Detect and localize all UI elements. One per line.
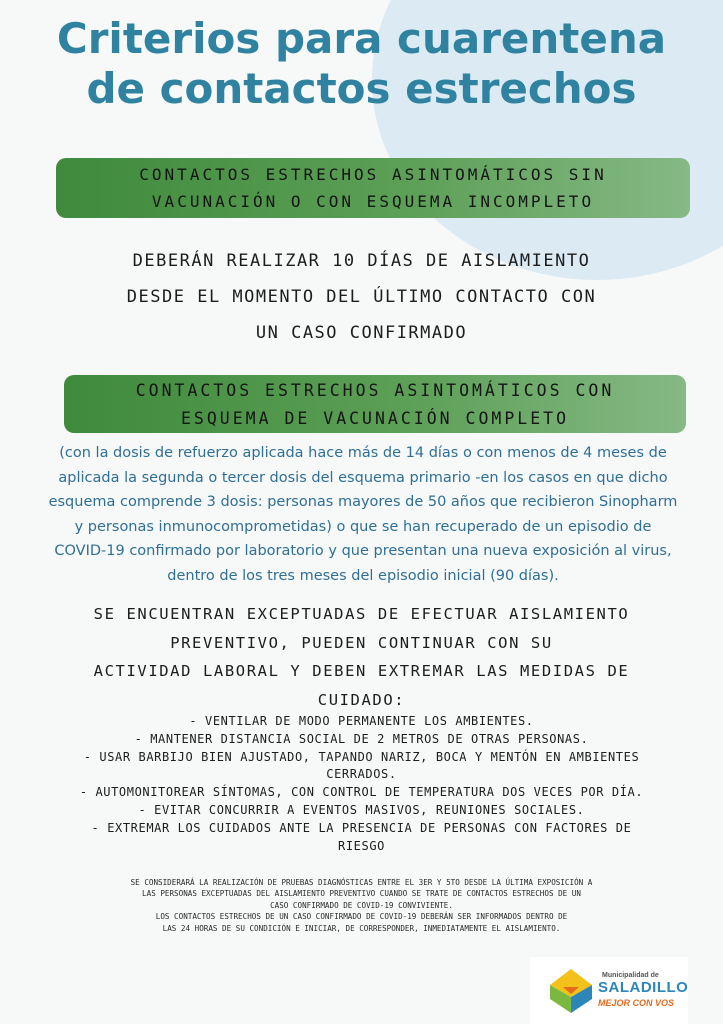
unvaccinated-instructions: DEBERÁN REALIZAR 10 DÍAS DE AISLAMIENTO DESDE EL MOMENTO DEL ÚLTIMO CONTACTO CON UN CASO CONFIRMADO [126,251,597,343]
page-title: Criterios para cuarentena de contactos estrechos [56,14,667,113]
list-item: - EXTREMAR LOS CUIDADOS ANTE LA PRESENCIA DE PERSONAS CON FACTORES DE RIESGO [91,820,632,853]
vaccinated-instructions: SE ENCUENTRAN EXCEPTUADAS DE EFECTUAR AISLAMIENTO PREVENTIVO, PUEDEN CONTINUAR CON SU ACTIVIDAD LABORAL Y DEBEN EXTREMAR LAS MEDIDAS DE CUIDADO: [93,605,630,709]
logo-slogan: MEJOR CON VOS [598,998,675,1008]
footer-notes: SE CONSIDERARÁ LA REALIZACIÓN DE PRUEBAS DIAGNÓSTICAS ENTRE EL 3ER Y 5TO DESDE LA ÚLTIMA EXPOSICIÓN A LAS PERSONAS EXCEPTUADAS DEL AISLAMIENTO PREVENTIVO CUANDO SE TRATE DE CONTACTOS ESTRECHOS DE UN CASO CONFIRMADO DE COVID-19 CONVIVIENTE. LOS CONTACTOS ESTRECHOS DE UN CASO CONFIRMADO DE COVID-19 DEBERÁN SER INFORMADOS DENTRO DE LAS 24 HORAS DE SU CONDICIÓN E INICIAR, DE CORRESPONDER, INMEDIATAMENTE EL AISLAMIENTO. [130,878,593,933]
vaccinated-detail: (con la dosis de refuerzo aplicada hace más de 14 días o con menos de 4 meses de aplicada la segunda o tercer dosis del esquema primario -en los casos en que dicho esquema comprende 3 dosis: personas mayores de 50 años que recibieron Sinopharm y personas inmunocomprometidas) o que se han recuperado de un episodio de COVID-19 confirmado por laboratorio y que presentan una nueva exposición al virus, dentro de los tres meses del episodio inicial (90 días). [48,445,678,584]
saladillo-logo [530,957,688,1024]
list-item: - AUTOMONITOREAR SÍNTOMAS, CON CONTROL DE TEMPERATURA DOS VECES POR DÍA. [79,785,644,800]
saladillo-emblem-icon [548,967,594,1015]
list-item: - VENTILAR DE MODO PERMANENTE LOS AMBIENTES. [189,714,534,728]
vaccinated-heading: CONTACTOS ESTRECHOS ASINTOMÁTICOS CON ESQUEMA DE VACUNACIÓN COMPLETO [64,375,686,433]
logo-name: SALADILLO [598,979,689,996]
logo-municipality: Municipalidad de [602,972,659,979]
list-item: - EVITAR CONCURRIR A EVENTOS MASIVOS, REUNIONES SOCIALES. [138,802,585,817]
unvaccinated-heading: CONTACTOS ESTRECHOS ASINTOMÁTICOS SIN VACUNACIÓN O CON ESQUEMA INCOMPLETO [56,158,690,218]
care-measures-list [0,713,723,855]
list-item: - USAR BARBIJO BIEN AJUSTADO, TAPANDO NARIZ, BOCA Y MENTÓN EN AMBIENTES CERRADOS. [83,749,640,782]
list-item: - MANTENER DISTANCIA SOCIAL DE 2 METROS DE OTRAS PERSONAS. [134,731,589,746]
